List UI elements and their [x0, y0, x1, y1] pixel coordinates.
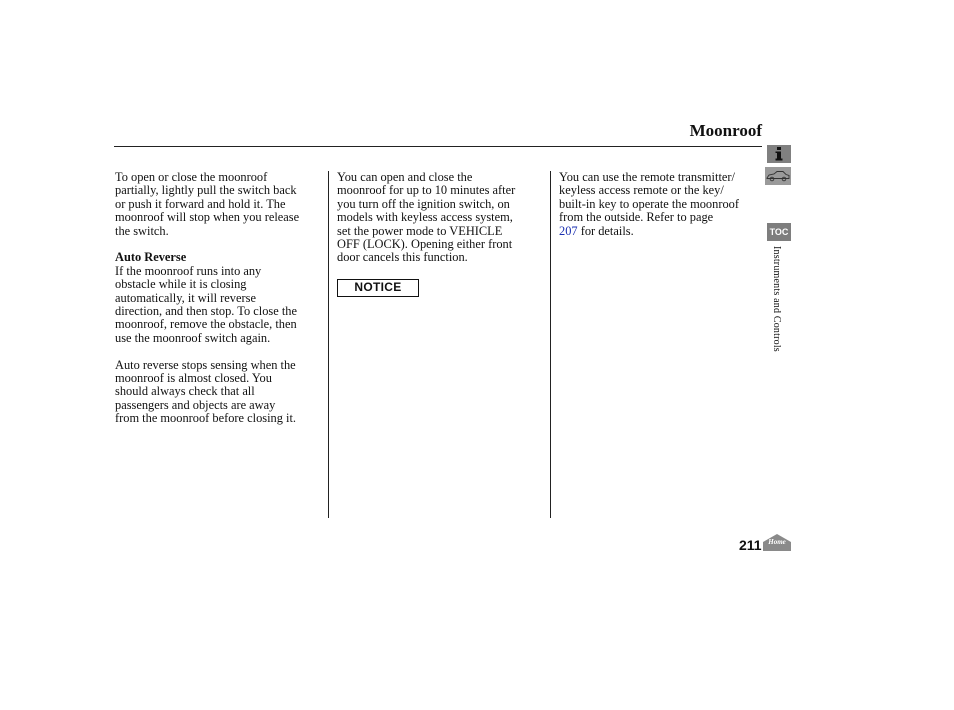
page-title: Moonroof	[689, 121, 762, 140]
page-number: 211	[739, 537, 762, 553]
title-rule	[114, 146, 762, 147]
remote-operation-text	[559, 171, 765, 238]
column-left	[115, 171, 321, 426]
vehicle-index-button[interactable]	[765, 167, 791, 185]
auto-reverse-text: If the moonroof runs into any obstacle while it is closing automatically, it will reverse direction, and then stop. To close the moonroof, remove the obstacle, then use the moonroof switch again.	[115, 263, 297, 345]
column-right	[559, 171, 765, 238]
auto-reverse-heading: Auto Reverse	[115, 250, 187, 265]
column-middle	[337, 171, 542, 297]
page-207-link[interactable]: 207	[559, 223, 578, 238]
toc-button[interactable]: TOC	[767, 223, 791, 241]
section-label: Instruments and Controls	[771, 246, 782, 352]
moonroof-operation-text: To open or close the moonroof partially, lightly pull the switch back or push it forward and hold it. The moonroof will stop when you release the switch.	[115, 170, 300, 238]
car-icon	[766, 170, 790, 182]
home-label: Home	[768, 538, 786, 546]
column-divider-2	[550, 171, 551, 518]
info-button[interactable]	[767, 145, 791, 163]
remote-operation-body: You can use the remote transmitter/ keyless access remote or the key/ built-in key to operate the moonroof from the outside. Refer to page	[559, 170, 739, 225]
remote-operation-tail: for details.	[577, 223, 634, 238]
home-button[interactable]	[763, 534, 791, 551]
column-divider-1	[328, 171, 329, 518]
info-icon	[774, 147, 784, 161]
auto-reverse-note-text: Auto reverse stops sensing when the moonroof is almost closed. You should always check that all passengers and objects are away from the moonroof before closing it.	[115, 357, 296, 426]
ignition-off-text: You can open and close the moonroof for up to 10 minutes after you turn off the ignition switch, on models with keyless access system, set the power mode to VEHICLE OFF (LOCK). Opening either front door cancels this function.	[337, 170, 516, 265]
notice-box: NOTICE	[337, 279, 419, 297]
